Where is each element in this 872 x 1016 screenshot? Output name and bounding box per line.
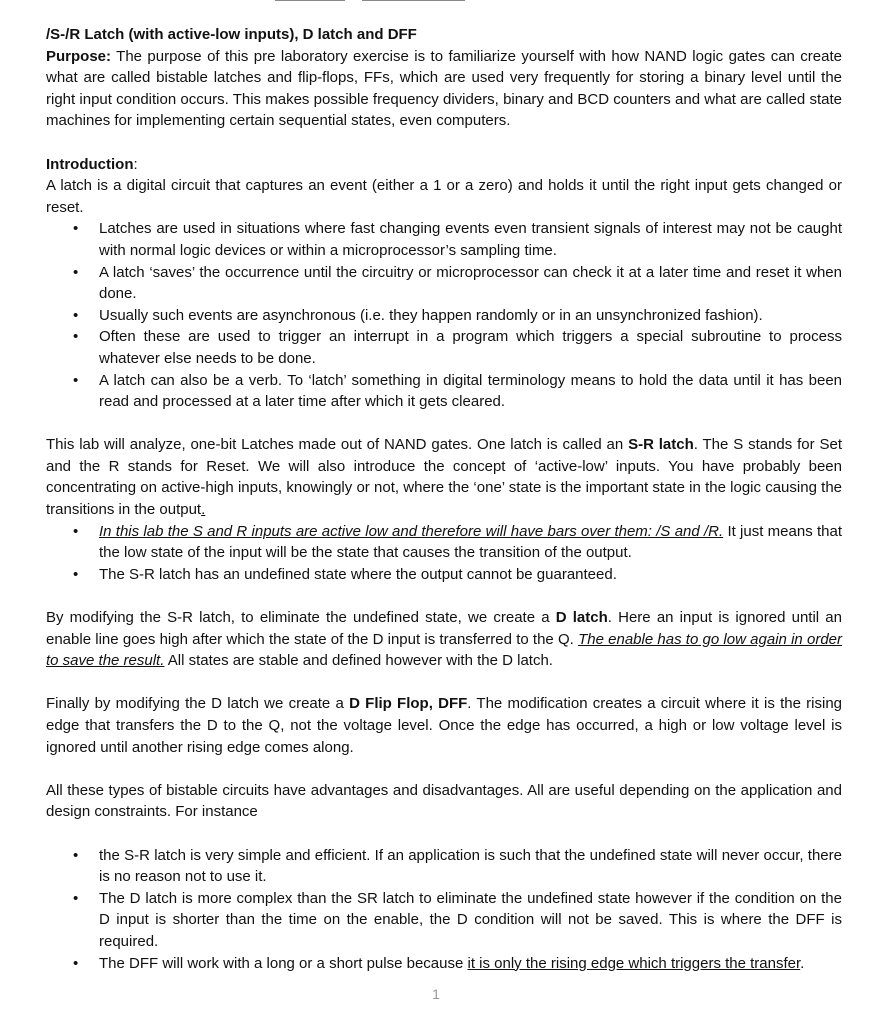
introduction-heading: Introduction:	[46, 155, 138, 173]
d-latch-paragraph: By modifying the S-R latch, to eliminate the undefined state, we create a D latch. Here an input is ignored until an enable line goes high after which the state of the D input is transferred to the Q. The enable has to go low again in order to save the result. All states are stable and defined however with the D latch.	[46, 609, 842, 670]
introduction-paragraph: A latch is a digital circuit that captures an event (either a 1 or a zero) and holds it until the right input gets changed or reset.	[46, 177, 842, 216]
list-item: • Latches are used in situations where fast changing events even transient signals of interest may not be caught with normal logic devices or within a microprocessor’s sampling time.	[99, 218, 842, 261]
summary-paragraph: All these types of bistable circuits have advantages and disadvantages. All are useful depending on the application and design constraints. For instance	[46, 781, 842, 821]
list-item: • The S-R latch has an undefined state where the output cannot be guaranteed.	[99, 564, 842, 586]
page-number: 1	[432, 986, 440, 1002]
list-item: • The DFF will work with a long or a short pulse because it is only the rising edge which triggers the transfer.	[99, 953, 842, 975]
purpose-label: Purpose:	[46, 47, 112, 65]
purpose-paragraph: Purpose: The purpose of this pre laboratory exercise is to familiarize yourself with how NAND logic gates can create what are called bistable latches and flip-flops, FFs, which are used very frequently for storing a binary level until the right input condition occurs. This makes possible frequency dividers, binary and BCD counters and what are called state machines for implementing certain sequential states, even computers.	[46, 47, 842, 130]
list-item: • Usually such events are asynchronous (i.e. they happen randomly or in an unsynchronized fashion).	[99, 305, 842, 327]
sr-latch-paragraph: This lab will analyze, one-bit Latches made out of NAND gates. One latch is called an S-R latch. The S stands for Set and the R stands for Reset. We will also introduce the concept of ‘active-low’ inputs. You have probably been concentrating on active-high inputs, knowingly or not, where the ‘one’ state is the important state in the logic causing the transitions in the output.	[46, 436, 842, 519]
sr-latch-bullets	[46, 521, 842, 586]
header-rule-left	[275, 0, 345, 1]
document-page	[46, 24, 842, 974]
list-item: • Often these are used to trigger an interrupt in a program which triggers a special subroutine to process whatever else needs to be done.	[99, 326, 842, 369]
list-item: • In this lab the S and R inputs are active low and therefore will have bars over them: /S and /R. It just means that the low state of the input will be the state that causes the transition of the output.	[99, 521, 842, 564]
list-item: • The D latch is more complex than the SR latch to eliminate the undefined state however if the condition on the D input is shorter than the time on the enable, the D condition will not be saved. This is where the DFF is required.	[99, 888, 842, 953]
list-item: • A latch can also be a verb. To ‘latch’ something in digital terminology means to hold the data until it has been read and processed at a later time after which it gets cleared.	[99, 370, 842, 413]
introduction-bullets	[46, 218, 842, 412]
document-title: /S-/R Latch (with active-low inputs), D latch and DFF	[46, 26, 417, 43]
summary-bullets	[46, 845, 842, 975]
header-rule-right	[362, 0, 465, 1]
dff-paragraph: Finally by modifying the D latch we create a D Flip Flop, DFF. The modification creates a circuit where it is the rising edge that transfers the D to the Q, not the voltage level. Once the edge has occurred, a high or low voltage level is ignored until another rising edge comes along.	[46, 695, 843, 756]
list-item: • A latch ‘saves’ the occurrence until the circuitry or microprocessor can check it at a later time and reset it when done.	[99, 262, 842, 305]
list-item: • the S-R latch is very simple and efficient. If an application is such that the undefined state will never occur, there is no reason not to use it.	[99, 845, 842, 888]
